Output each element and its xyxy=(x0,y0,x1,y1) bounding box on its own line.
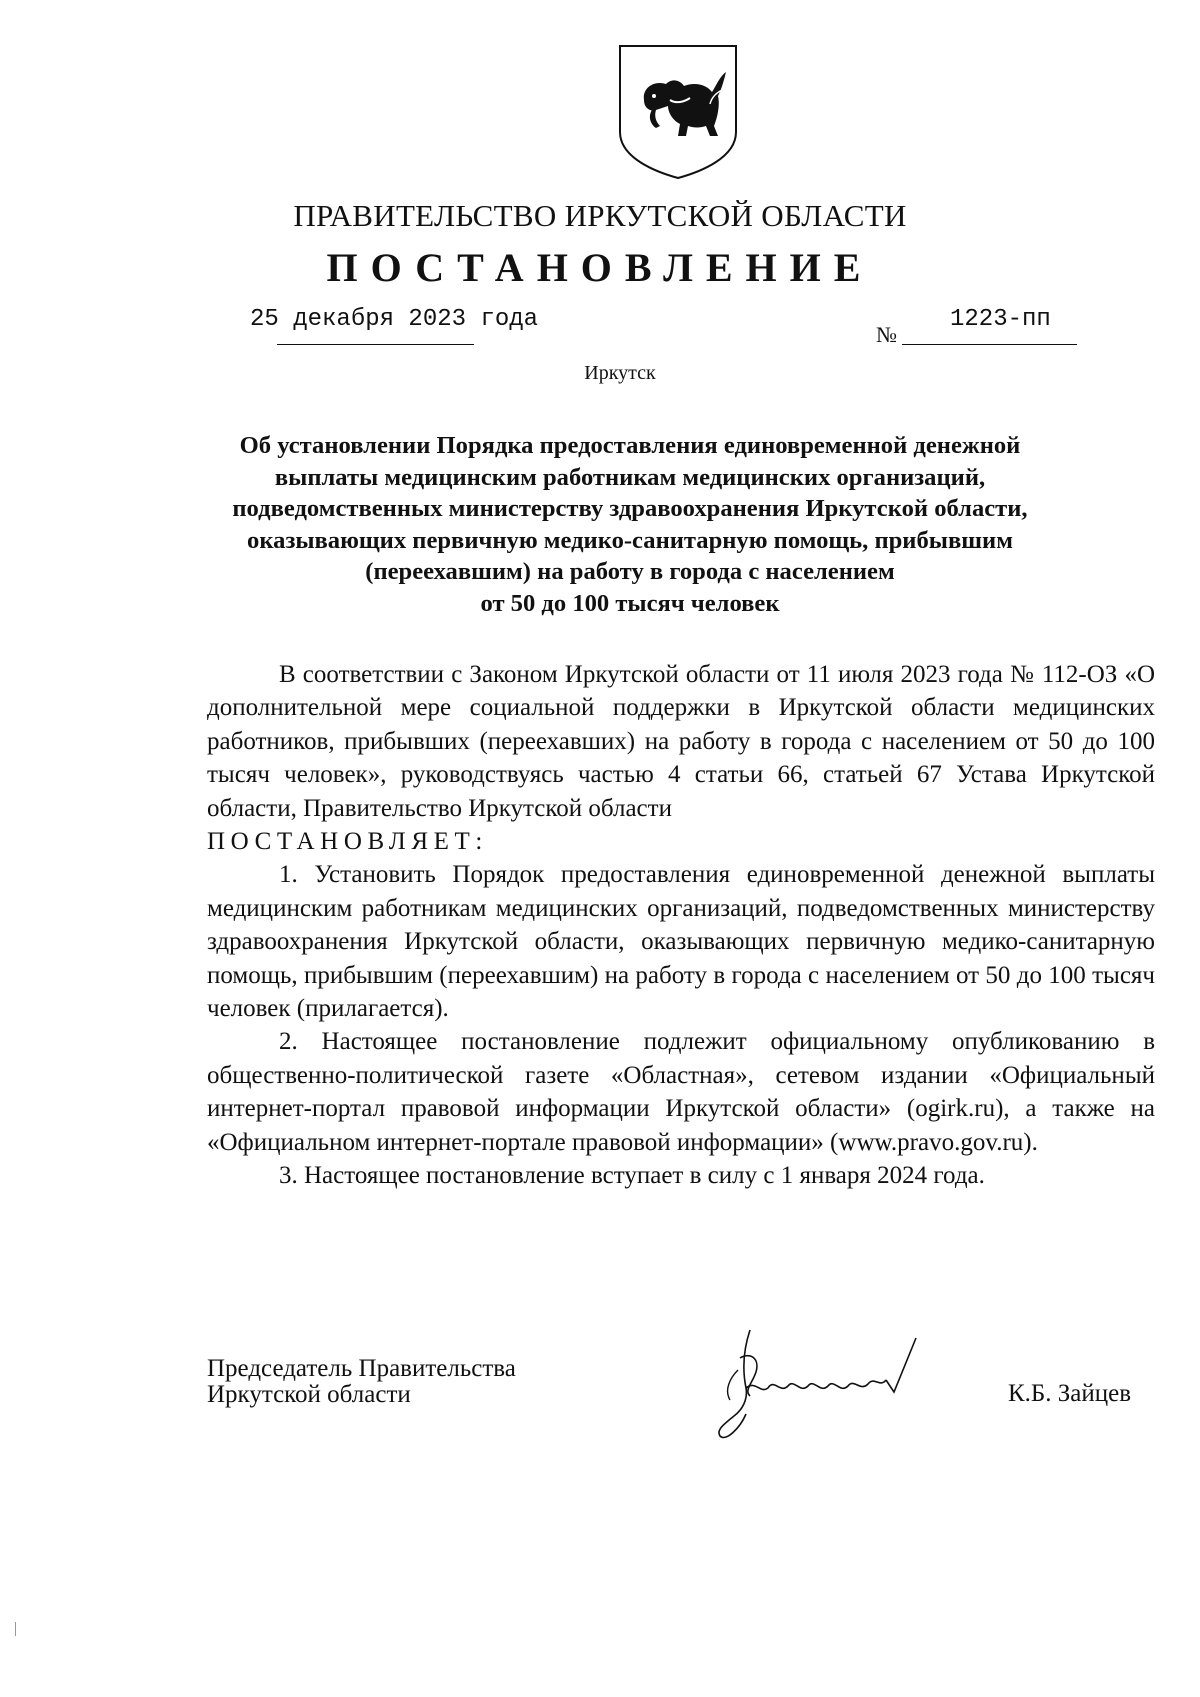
government-name: ПРАВИТЕЛЬСТВО ИРКУТСКОЙ ОБЛАСТИ xyxy=(293,198,907,233)
coat-of-arms-icon xyxy=(614,40,742,180)
date-underline xyxy=(277,344,474,345)
item-2-paragraph: 2. Настоящее постановление подлежит официальному опубликованию в общественно-политической газете «Областная», сетевом издании «Официальный интернет-портал правовой информации Иркутской области» (ogirk.ru), а также на «Официальном интернет-портале правовой информации» (www.pravo.gov.ru). xyxy=(207,1028,1155,1156)
item-3-paragraph: 3. Настоящее постановление вступает в силу с 1 января 2024 года. xyxy=(279,1162,985,1190)
document-body xyxy=(207,658,1155,1193)
handwritten-signature xyxy=(690,1318,960,1448)
number-underline xyxy=(902,344,1077,345)
document-date: 25 декабря 2023 года xyxy=(250,306,539,333)
signatory-name: К.Б. Зайцев xyxy=(1008,1380,1132,1407)
number-sign: № xyxy=(876,322,897,347)
document-title xyxy=(200,430,1060,620)
title-line: Об установлении Порядка предоставления единовременной денежной xyxy=(239,432,1021,459)
decree-word: ПОСТАНОВЛЯЕТ: xyxy=(207,828,488,856)
title-line: (переехавшим) на работу в города с населением xyxy=(365,558,895,586)
document-city: Иркутск xyxy=(584,362,656,384)
item-1-paragraph: 1. Установить Порядок предоставления единовременной денежной выплаты медицинским работникам медицинских организаций, подведомственных министерству здравоохранения Иркутской области, оказывающих первичную медико-санитарную помощь, прибывшим (переехавшим) на работу в города с населением от 50 до 100 тысяч человек (прилагается). xyxy=(207,861,1155,1023)
signatory-position-line: Иркутской области xyxy=(207,1381,411,1408)
signatory-position-line: Председатель Правительства xyxy=(207,1355,516,1382)
title-line: выплаты медицинским работникам медицинских организаций, xyxy=(274,463,986,491)
title-line: от 50 до 100 тысяч человек xyxy=(480,589,780,617)
document-type: ПОСТАНОВЛЕНИЕ xyxy=(326,245,874,290)
scan-margin-mark xyxy=(15,1622,16,1636)
preamble-paragraph: В соответствии с Законом Иркутской области от 11 июля 2023 года № 112-ОЗ «О дополнительной мере социальной поддержки в Иркутской области медицинских работников, прибывших (переехавших) на работу в города с населением от 50 до 100 тысяч человек», руководствуясь частью 4 статьи 66, статьей 67 Устава Иркутской области, Правительство Иркутской области xyxy=(207,661,1155,822)
title-line: оказывающих первичную медико-санитарную помощь, прибывшим xyxy=(247,526,1013,554)
document-number: 1223-пп xyxy=(950,306,1051,333)
signatory-position xyxy=(207,1356,516,1408)
title-line: подведомственных министерству здравоохранения Иркутской области, xyxy=(232,495,1028,523)
